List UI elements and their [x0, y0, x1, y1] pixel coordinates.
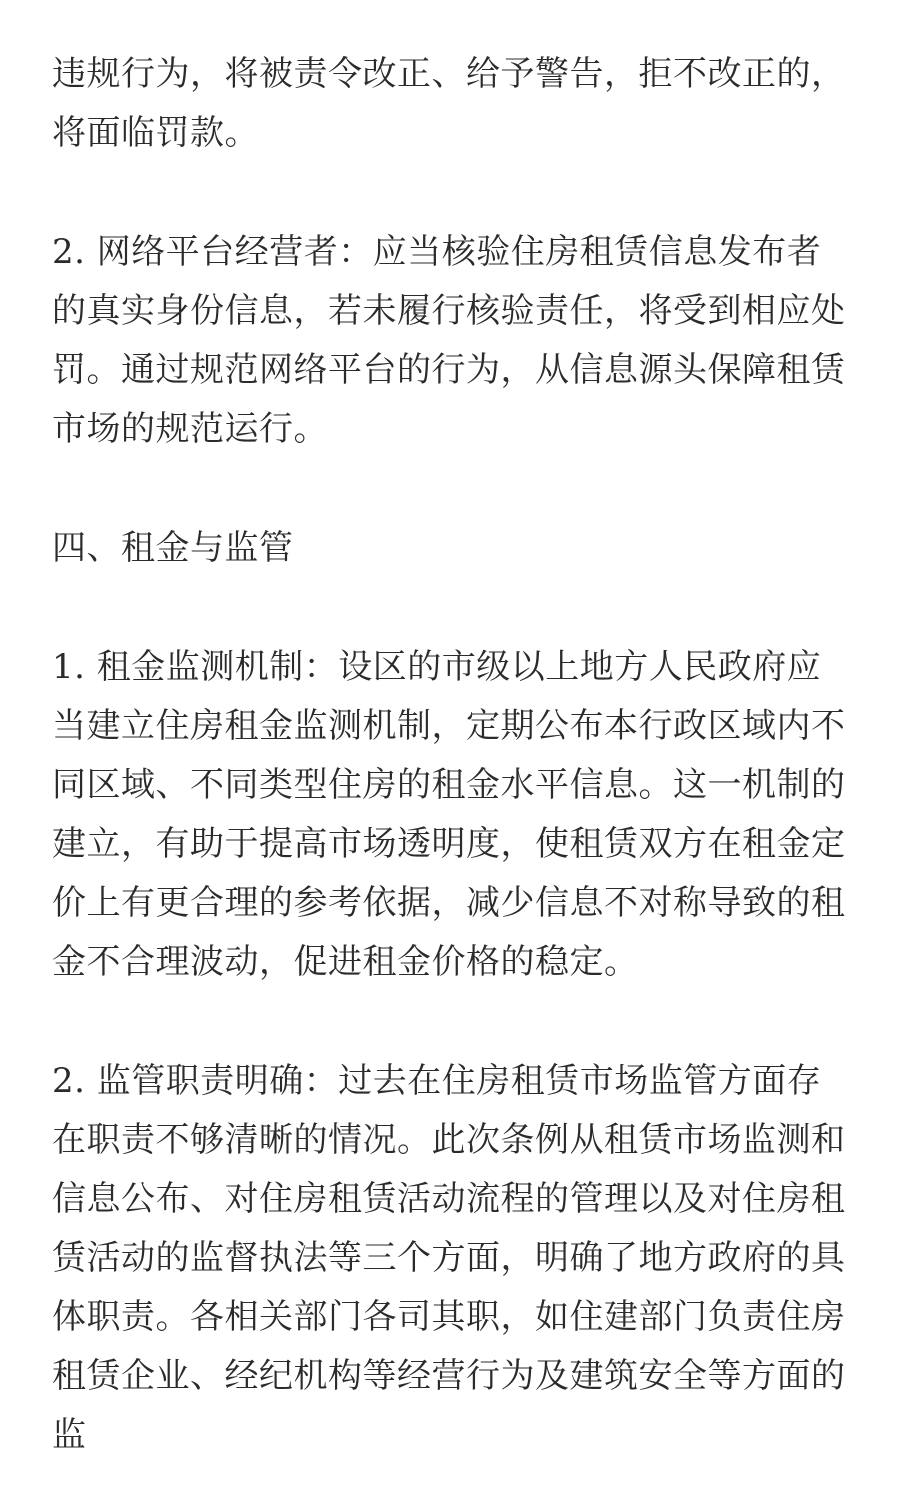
paragraph-rent-monitoring: 1. 租金监测机制：设区的市级以上地方人民政府应当建立住房租金监测机制，定期公布本行政区域内不同区域、不同类型住房的租金水平信息。这一机制的建立，有助于提高市场透明度，使租赁双方在租金定价上有更合理的参考依据，减少信息不对称导致的租金不合理波动，促进租金价格的稳定。	[52, 647, 846, 982]
paragraph-online-platform: 2. 网络平台经营者：应当核验住房租赁信息发布者的真实身份信息，若未履行核验责任，将受到相应处罚。通过规范网络平台的行为，从信息源头保障租赁市场的规范运行。	[52, 232, 846, 449]
paragraph-penalty-clause: 违规行为，将被责令改正、给予警告，拒不改正的，将面临罚款。	[52, 54, 846, 153]
article-body	[52, 45, 852, 1465]
section-heading-rent-supervision: 四、租金与监管	[52, 528, 294, 568]
paragraph-supervision-duties: 2. 监管职责明确：过去在住房租赁市场监管方面存在职责不够清晰的情况。此次条例从租赁市场监测和信息公布、对住房租赁活动流程的管理以及对住房租赁活动的监督执法等三个方面，明确了地方政府的具体职责。各相关部门各司其职，如住建部门负责住房租赁企业、经纪机构等经营行为及建筑安全等方面的监	[52, 1061, 846, 1455]
